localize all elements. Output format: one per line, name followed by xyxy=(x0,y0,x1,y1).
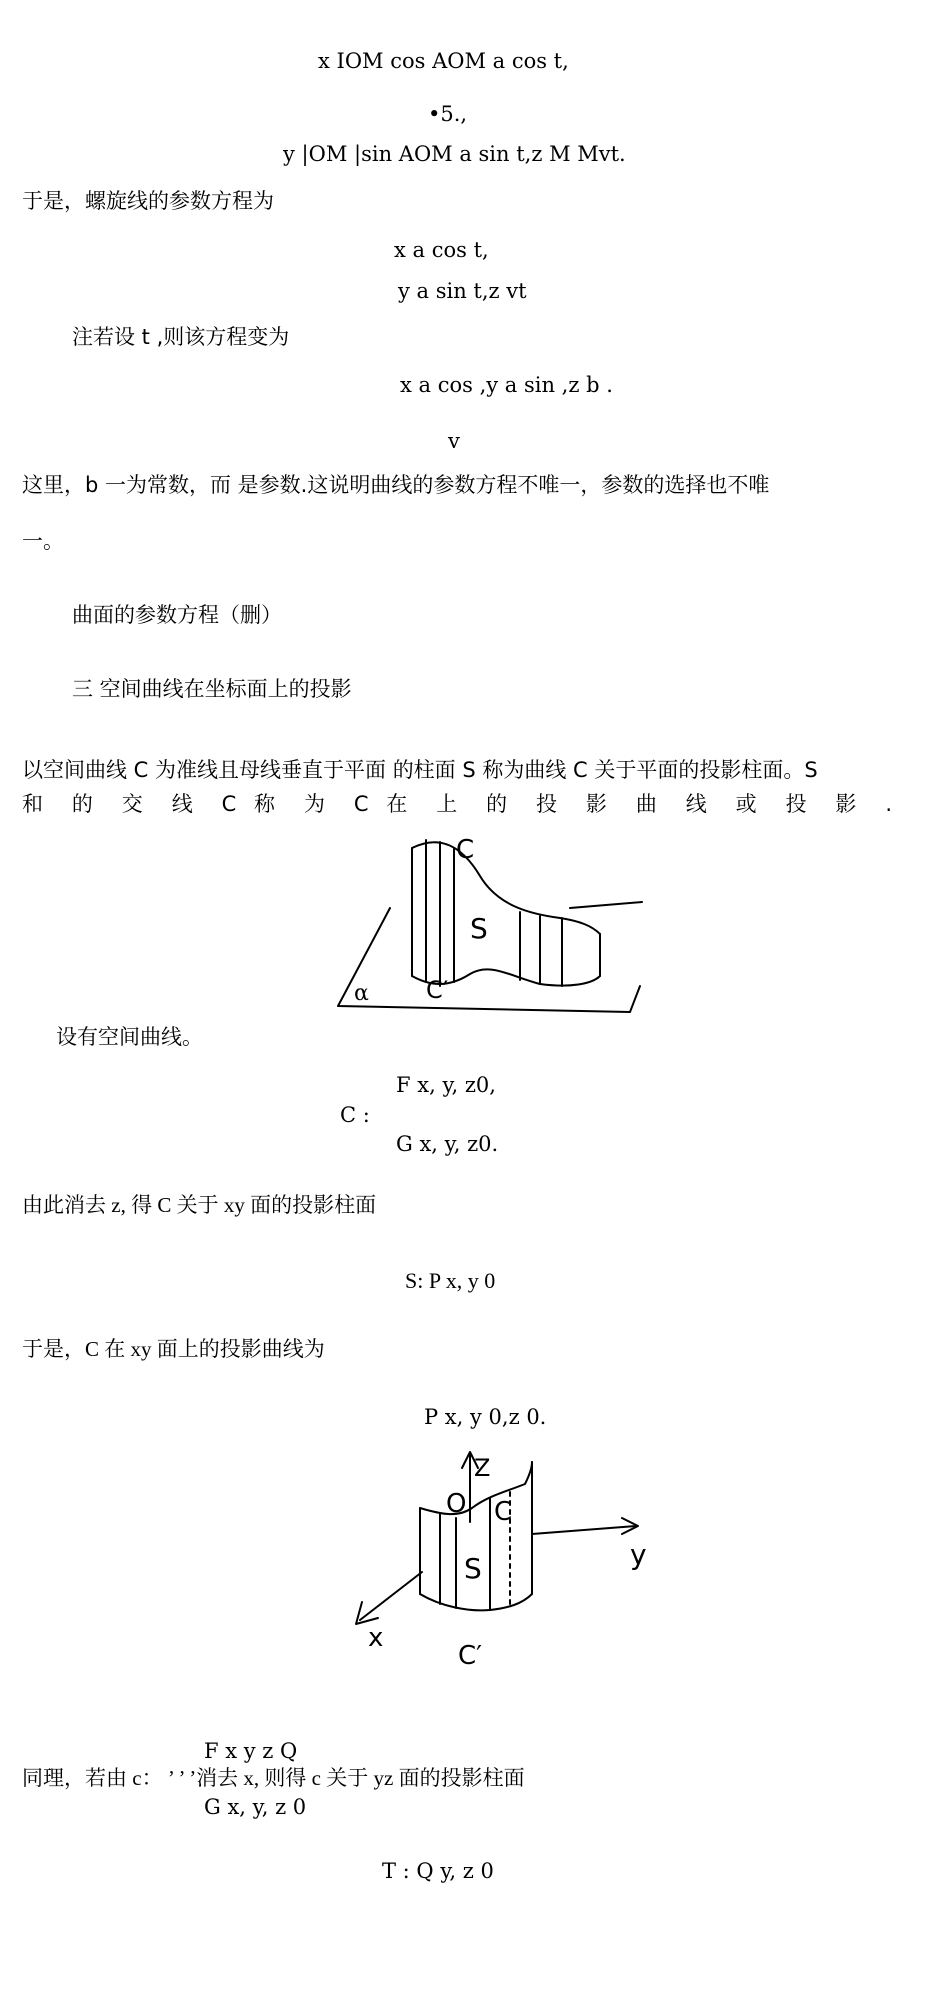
label-c: C xyxy=(494,1497,513,1527)
eq-t: T : Q y, z 0 xyxy=(382,1859,494,1883)
text-helix-intro: 于是，螺旋线的参数方程为 xyxy=(22,189,274,213)
eq-p: P x, y 0,z 0. xyxy=(424,1405,547,1429)
text-eliminate-z: 由此消去 z, 得 C 关于 xy 面的投影柱面 xyxy=(22,1193,377,1217)
text-explanation-end: 一。 xyxy=(22,529,64,553)
eq-number: •5., xyxy=(428,102,468,126)
eq-helix-yz: y a sin t,z vt xyxy=(398,279,527,303)
eq-gq: G x, y, z 0 xyxy=(204,1795,307,1819)
eq-v: v xyxy=(448,429,460,453)
figure-projection-axes xyxy=(340,1444,660,1674)
eq-g: G x, y, z0. xyxy=(396,1132,499,1156)
text-space-curve: 设有空间曲线。 xyxy=(56,1025,203,1049)
text-projection-curve: 于是，C 在 xy 面上的投影曲线为 xyxy=(22,1337,325,1361)
eq-c-label: C : xyxy=(340,1103,370,1127)
text-projection-def: 以空间曲线 C 为准线且母线垂直于平面 的柱面 S 称为曲线 C 关于平面的投影柱面。S xyxy=(22,758,818,782)
text-explanation: 这里，b 一为常数，而 是参数.这说明曲线的参数方程不唯一，参数的选择也不唯 xyxy=(22,473,770,497)
eq-helix-x: x a cos t, xyxy=(394,238,489,262)
text-similarly: 同理，若由 c： ’ ’ ’消去 x, 则得 c 关于 yz 面的投影柱面 xyxy=(22,1766,525,1790)
label-s: S xyxy=(470,912,488,945)
eq-helix-alt: x a cos ,y a sin ,z b . xyxy=(400,373,613,397)
eq-y-om: y |OM |sin AOM a sin t,z M Mvt. xyxy=(283,142,626,166)
eq-x-om: x IOM cos AOM a cos t, xyxy=(318,49,569,73)
figure-projection-cylinder xyxy=(330,826,650,1016)
label-c-bottom: C′ xyxy=(458,1641,483,1671)
label-alpha: α xyxy=(354,981,369,1006)
label-c-bottom: C′ xyxy=(426,976,449,1004)
axis-y xyxy=(532,1526,636,1534)
label-c-top: C xyxy=(456,835,475,865)
eq-s: S: P x, y 0 xyxy=(405,1268,496,1293)
label-x: x xyxy=(368,1623,384,1653)
label-s: S xyxy=(464,1552,482,1585)
text-note: 注若设 t ,则该方程变为 xyxy=(72,325,290,349)
heading-surface-param: 曲面的参数方程（删） xyxy=(72,603,282,627)
eq-f: F x, y, z0, xyxy=(396,1073,496,1097)
label-o: O xyxy=(446,1489,467,1519)
label-y: y xyxy=(630,1538,647,1571)
axis-x xyxy=(360,1572,422,1620)
curve-c-prime xyxy=(420,1594,532,1610)
text-projection-def-2: 和 的 交 线 C 称 为 C 在 上 的 投 影 曲 线 或 投 影 . xyxy=(22,792,892,816)
plane-outline xyxy=(338,908,640,1012)
label-z: Z xyxy=(474,1454,491,1482)
heading-projection: 三 空间曲线在坐标面上的投影 xyxy=(72,677,352,701)
eq-fq: F x y z Q xyxy=(204,1739,298,1763)
